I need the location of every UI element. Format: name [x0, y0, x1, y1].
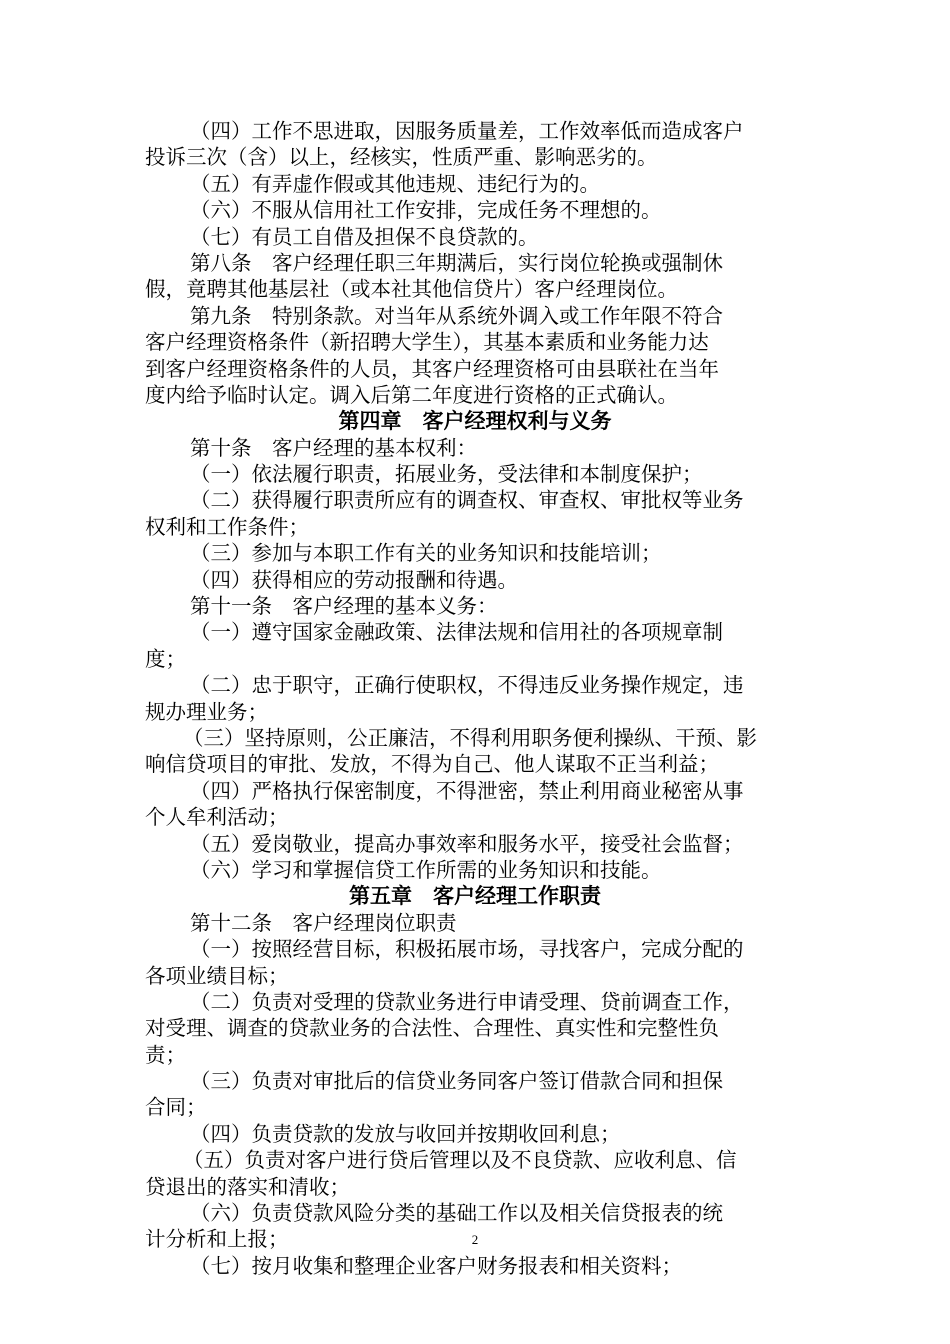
chapter-heading: 第五章 客户经理工作职责 — [349, 884, 601, 909]
paragraph-line: 各项业绩目标； — [145, 963, 289, 988]
paragraph-line: 假，竟聘其他基层社（或本社其他信贷片）客户经理岗位。 — [145, 277, 678, 302]
paragraph-line: （五）有弄虚作假或其他违规、违纪行为的。 — [190, 171, 600, 196]
paragraph-line: （六）不服从信用社工作安排，完成任务不理想的。 — [190, 198, 662, 223]
paragraph-line: 责； — [145, 1042, 186, 1067]
document-page — [145, 118, 805, 1279]
paragraph-line: 第十二条 客户经理岗位职责 — [190, 910, 457, 935]
paragraph-line: 度内给予临时认定。调入后第二年度进行资格的正式确认。 — [145, 382, 678, 407]
paragraph-line: 客户经理资格条件（新招聘大学生），其基本素质和业务能力达 — [145, 330, 709, 355]
paragraph-line: 规办理业务； — [145, 699, 268, 724]
paragraph-line: （一）按照经营目标，积极拓展市场，寻找客户，完成分配的 — [190, 937, 744, 962]
paragraph-line: （五）爱岗敬业，提高办事效率和服务水平，接受社会监督； — [190, 831, 744, 856]
paragraph-line: 贷退出的落实和清收； — [145, 1174, 350, 1199]
paragraph-line: （五）负责对客户进行贷后管理以及不良贷款、应收利息、信 — [183, 1148, 737, 1173]
paragraph-line: （三）坚持原则，公正廉洁，不得利用职务便利操纵、干预、影 — [183, 725, 757, 750]
paragraph-line: （一）遵守国家金融政策、法律法规和信用社的各项规章制 — [190, 620, 723, 645]
paragraph-line: （二）获得履行职责所应有的调查权、审查权、审批权等业务 — [190, 488, 744, 513]
paragraph-line: （三）参加与本职工作有关的业务知识和技能培训； — [190, 541, 662, 566]
paragraph-line: 第十一条 客户经理的基本义务： — [190, 594, 498, 619]
paragraph-line: 响信贷项目的审批、发放，不得为自己、他人谋取不正当利益； — [145, 752, 719, 777]
paragraph-line: （三）负责对审批后的信贷业务同客户签订借款合同和担保 — [190, 1069, 723, 1094]
paragraph-line: 到客户经理资格条件的人员，其客户经理资格可由县联社在当年 — [145, 356, 719, 381]
paragraph-line: （四）负责贷款的发放与收回并按期收回利息； — [190, 1121, 621, 1146]
paragraph-line: 对受理、调查的贷款业务的合法性、合理性、真实性和完整性负 — [145, 1016, 719, 1041]
paragraph-line: （六）负责贷款风险分类的基础工作以及相关信贷报表的统 — [190, 1201, 723, 1226]
paragraph-line: 计分析和上报； — [145, 1227, 289, 1252]
paragraph-line: （七）按月收集和整理企业客户财务报表和相关资料； — [190, 1253, 682, 1278]
paragraph-line: （一）依法履行职责，拓展业务，受法律和本制度保护； — [190, 462, 703, 487]
paragraph-line: （六）学习和掌握信贷工作所需的业务知识和技能。 — [190, 857, 662, 882]
paragraph-line: 度； — [145, 646, 186, 671]
paragraph-line: （二）负责对受理的贷款业务进行申请受理、贷前调查工作， — [190, 989, 744, 1014]
paragraph-line: 投诉三次（含）以上，经核实，性质严重、影响恶劣的。 — [145, 145, 658, 170]
paragraph-line: （四）获得相应的劳动报酬和待遇。 — [190, 567, 518, 592]
chapter-heading: 第四章 客户经理权利与义务 — [338, 409, 612, 434]
paragraph-line: 个人牟利活动； — [145, 805, 289, 830]
paragraph-line: （四）严格执行保密制度，不得泄密，禁止利用商业秘密从事 — [190, 778, 744, 803]
paragraph-line: （四）工作不思进取，因服务质量差，工作效率低而造成客户 — [190, 119, 744, 143]
paragraph-line: （七）有员工自借及担保不良贷款的。 — [190, 224, 539, 249]
paragraph-line: 第十条 客户经理的基本权利： — [190, 435, 477, 460]
paragraph-line: 第八条 客户经理任职三年期满后，实行岗位轮换或强制休 — [190, 250, 723, 275]
paragraph-line: 权利和工作条件； — [145, 514, 309, 539]
paragraph-line: 合同； — [145, 1095, 207, 1120]
paragraph-line: 第九条 特别条款。对当年从系统外调入或工作年限不符合 — [190, 303, 723, 328]
paragraph-line: （二）忠于职守，正确行使职权，不得违反业务操作规定，违 — [190, 673, 744, 698]
page-number: 2 — [471, 1232, 479, 1247]
